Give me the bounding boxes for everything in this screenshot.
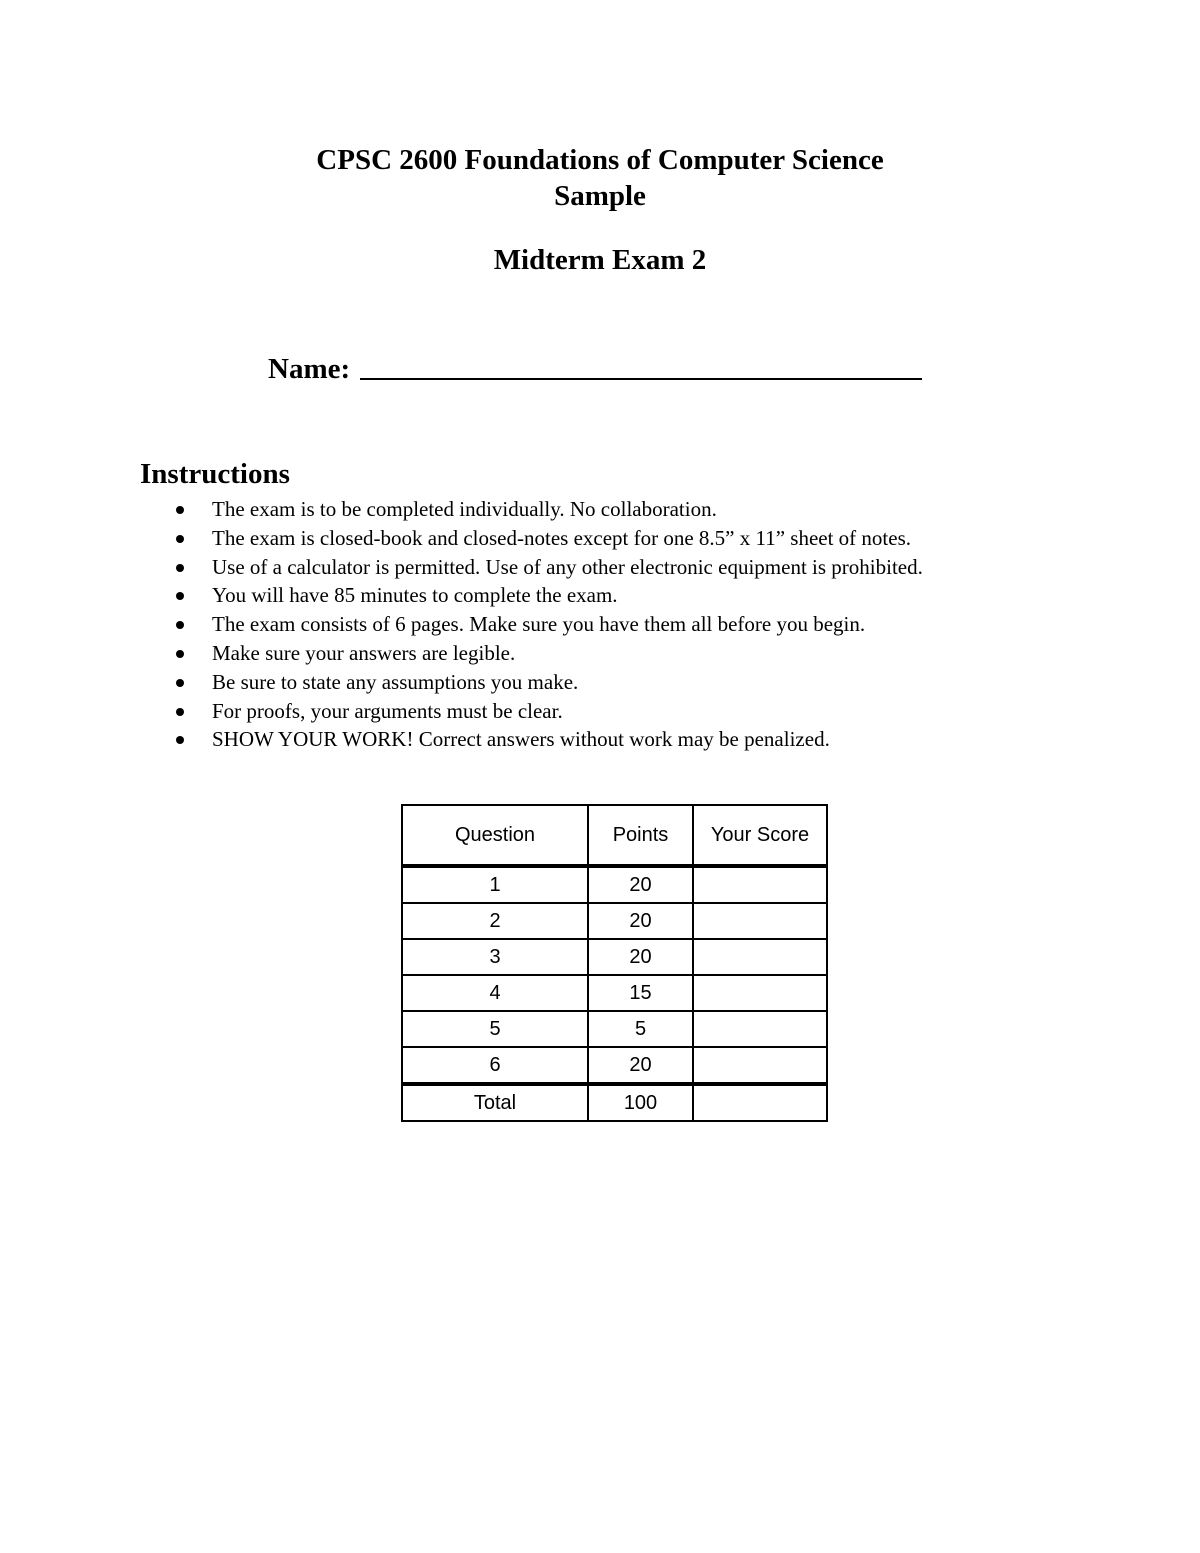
instruction-item (140, 697, 923, 726)
table-total-row (402, 1084, 827, 1121)
score-cell[interactable] (693, 975, 827, 1011)
table-row (402, 975, 827, 1011)
points-cell: 5 (588, 1011, 693, 1047)
document-subtitle: Sample (554, 180, 646, 212)
total-points-cell: 100 (588, 1084, 693, 1121)
question-cell: 2 (402, 903, 588, 939)
column-header-your-score (693, 805, 827, 866)
instruction-item (140, 524, 923, 553)
bullet-icon (176, 621, 184, 629)
bullet-icon (176, 650, 184, 658)
score-cell[interactable] (693, 903, 827, 939)
table-row (402, 939, 827, 975)
question-cell: 6 (402, 1047, 588, 1084)
title-block (0, 142, 1200, 214)
question-cell: 5 (402, 1011, 588, 1047)
score-cell[interactable] (693, 1047, 827, 1084)
table-row (402, 1047, 827, 1084)
instructions-list (140, 495, 923, 754)
bullet-icon (176, 592, 184, 600)
points-cell: 20 (588, 1047, 693, 1084)
points-cell: 15 (588, 975, 693, 1011)
table-row (402, 866, 827, 903)
bullet-icon (176, 535, 184, 543)
name-field (268, 350, 922, 387)
instruction-text: You will have 85 minutes to complete the exam. (212, 583, 618, 608)
instruction-item (140, 639, 923, 668)
bullet-icon (176, 564, 184, 572)
points-cell: 20 (588, 903, 693, 939)
course-title: CPSC 2600 Foundations of Computer Science (316, 144, 884, 176)
total-label-cell: Total (402, 1084, 588, 1121)
instruction-item (140, 725, 923, 754)
instruction-text: Use of a calculator is permitted. Use of any other electronic equipment is prohibited. (212, 554, 923, 579)
bullet-icon (176, 679, 184, 687)
instruction-text: For proofs, your arguments must be clear. (212, 698, 563, 723)
instruction-item (140, 668, 923, 697)
table-row (402, 1011, 827, 1047)
points-cell: 20 (588, 866, 693, 903)
score-cell[interactable] (693, 939, 827, 975)
table-row (402, 903, 827, 939)
column-header-points: Points (588, 805, 693, 866)
score-cell[interactable] (693, 866, 827, 903)
bullet-icon (176, 736, 184, 744)
exam-title: Midterm Exam 2 (493, 244, 707, 276)
score-cell[interactable] (693, 1011, 827, 1047)
question-cell: 3 (402, 939, 588, 975)
instruction-item (140, 581, 923, 610)
instruction-text: SHOW YOUR WORK! Correct answers without work may be penalized. (212, 727, 830, 752)
column-header-question: Question (402, 805, 588, 866)
name-label: Name: (268, 353, 351, 385)
instruction-text: Make sure your answers are legible. (212, 640, 516, 665)
instruction-text: Be sure to state any assumptions you make. (212, 669, 579, 694)
instruction-text: The exam is closed-book and closed-notes except for one 8.5” x 11” sheet of notes. (212, 525, 911, 550)
question-cell: 4 (402, 975, 588, 1011)
score-table (401, 804, 828, 1122)
table-header-row (402, 805, 827, 866)
total-score-cell[interactable] (693, 1084, 827, 1121)
your-score-label: Your Score (710, 824, 810, 846)
instruction-item (140, 553, 923, 582)
instruction-item (140, 495, 923, 524)
bullet-icon (176, 506, 184, 514)
question-cell: 1 (402, 866, 588, 903)
instruction-item (140, 610, 923, 639)
points-cell: 20 (588, 939, 693, 975)
instruction-text: The exam consists of 6 pages. Make sure you have them all before you begin. (212, 612, 866, 637)
instructions-heading: Instructions (140, 458, 290, 490)
bullet-icon (176, 708, 184, 716)
instruction-text: The exam is to be completed individually. No collaboration. (212, 497, 717, 521)
name-blank-line[interactable] (360, 352, 922, 380)
